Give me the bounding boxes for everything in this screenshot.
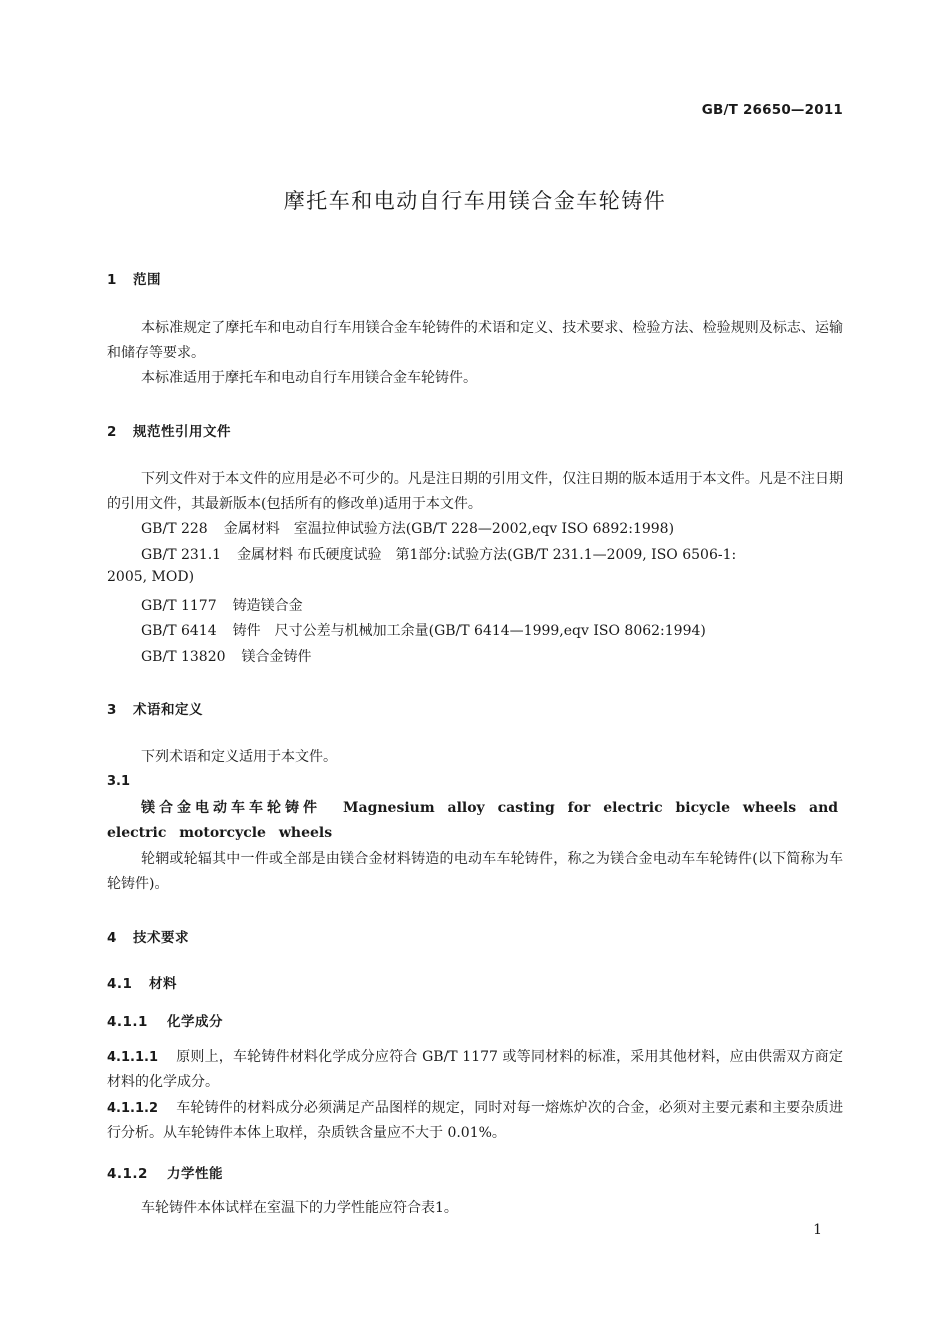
section-4-heading	[107, 926, 189, 946]
section-4-1-2-paragraph: 车轮铸件本体试样在室温下的力学性能应符合表1。	[141, 1200, 458, 1216]
reference-item	[141, 646, 312, 666]
section-number: 1	[107, 272, 117, 288]
section-number: 3	[107, 702, 117, 718]
section-number: 2	[107, 424, 117, 440]
section-number: 4.1.2	[107, 1166, 148, 1182]
section-3-paragraph-1: 下列术语和定义适用于本文件。	[141, 749, 337, 765]
clause-4-1-1-1	[107, 1045, 843, 1095]
reference-text: 铸件 尺寸公差与机械加工余量(GB/T 6414—1999,eqv ISO 8062:1994)	[232, 623, 706, 639]
section-title: 范围	[133, 272, 161, 288]
reference-code: GB/T 231.1	[141, 547, 222, 563]
clause-text: 原则上，车轮铸件材料化学成分应符合 GB/T 1177 或等同材料的标准，采用其他材料，应由供需双方商定材料的化学成分。	[107, 1049, 843, 1090]
clause-4-1-1-2	[107, 1096, 843, 1146]
section-1-paragraph-1: 本标准规定了摩托车和电动自行车用镁合金车轮铸件的术语和定义、技术要求、检验方法、检验规则及标志、运输和储存等要求。	[107, 320, 843, 361]
reference-text: 镁合金铸件	[241, 649, 312, 665]
standard-number: GB/T 26650—2011	[701, 102, 843, 118]
reference-code: GB/T 1177	[141, 598, 217, 614]
subsection-4-1-2-heading	[107, 1162, 223, 1182]
clause-text: 车轮铸件的材料成分必须满足产品图样的规定，同时对每一熔炼炉次的合金，必须对主要元素和主要杂质进行分析。从车轮铸件本体上取样，杂质铁含量应不大于 0.01%。	[107, 1100, 843, 1141]
term-entry	[107, 796, 843, 846]
section-number: 4.1	[107, 976, 133, 992]
page-number: 1	[813, 1222, 822, 1238]
section-2-paragraph-1: 下列文件对于本文件的应用是必不可少的。凡是注日期的引用文件，仅注日期的版本适用于本文件。凡是不注日期的引用文件，其最新版本(包括所有的修改单)适用于本文件。	[107, 471, 843, 512]
document-title: 摩托车和电动自行车用镁合金车轮铸件	[283, 189, 667, 213]
reference-text: 2005, MOD)	[107, 569, 195, 585]
section-title: 材料	[149, 976, 177, 992]
subsection-4-1-heading	[107, 972, 177, 992]
section-number: 4.1.1	[107, 1014, 148, 1030]
reference-text: 金属材料 室温拉伸试验方法(GB/T 228—2002,eqv ISO 6892:1998)	[223, 521, 675, 537]
reference-item	[141, 544, 736, 564]
section-title: 力学性能	[167, 1166, 223, 1182]
reference-code: GB/T 13820	[141, 649, 226, 665]
section-3-heading	[107, 698, 203, 718]
section-1-paragraph-2: 本标准适用于摩托车和电动自行车用镁合金车轮铸件。	[141, 370, 477, 386]
clause-number: 4.1.1.1	[107, 1050, 158, 1065]
reference-code: GB/T 228	[141, 521, 208, 537]
reference-item	[141, 518, 674, 538]
section-title: 规范性引用文件	[133, 424, 231, 440]
term-definition: 轮辋或轮辐其中一件或全部是由镁合金材料铸造的电动车车轮铸件，称之为镁合金电动车车轮铸件(以下简称为车轮铸件)。	[107, 851, 843, 892]
reference-item	[141, 620, 706, 640]
reference-code: GB/T 6414	[141, 623, 217, 639]
reference-item	[141, 595, 303, 615]
term-number: 3.1	[107, 774, 131, 789]
clause-number: 4.1.1.2	[107, 1101, 158, 1116]
section-title: 化学成分	[167, 1014, 223, 1030]
section-number: 4	[107, 930, 117, 946]
section-title: 技术要求	[133, 930, 189, 946]
reference-text: 铸造镁合金	[232, 598, 303, 614]
section-title: 术语和定义	[133, 702, 203, 718]
reference-text: 金属材料 布氏硬度试验 第1部分:试验方法(GB/T 231.1—2009, ISO 6506-1:	[237, 547, 737, 563]
subsection-4-1-1-heading	[107, 1010, 223, 1030]
reference-item-continuation	[107, 569, 194, 585]
term-chinese: 镁合金电动车车轮铸件	[141, 800, 321, 816]
section-1-heading	[107, 268, 161, 288]
term-english: Magnesium alloy casting for electric bicycle wheels and electric motorcycle wheels	[107, 800, 839, 841]
section-2-heading	[107, 420, 231, 440]
